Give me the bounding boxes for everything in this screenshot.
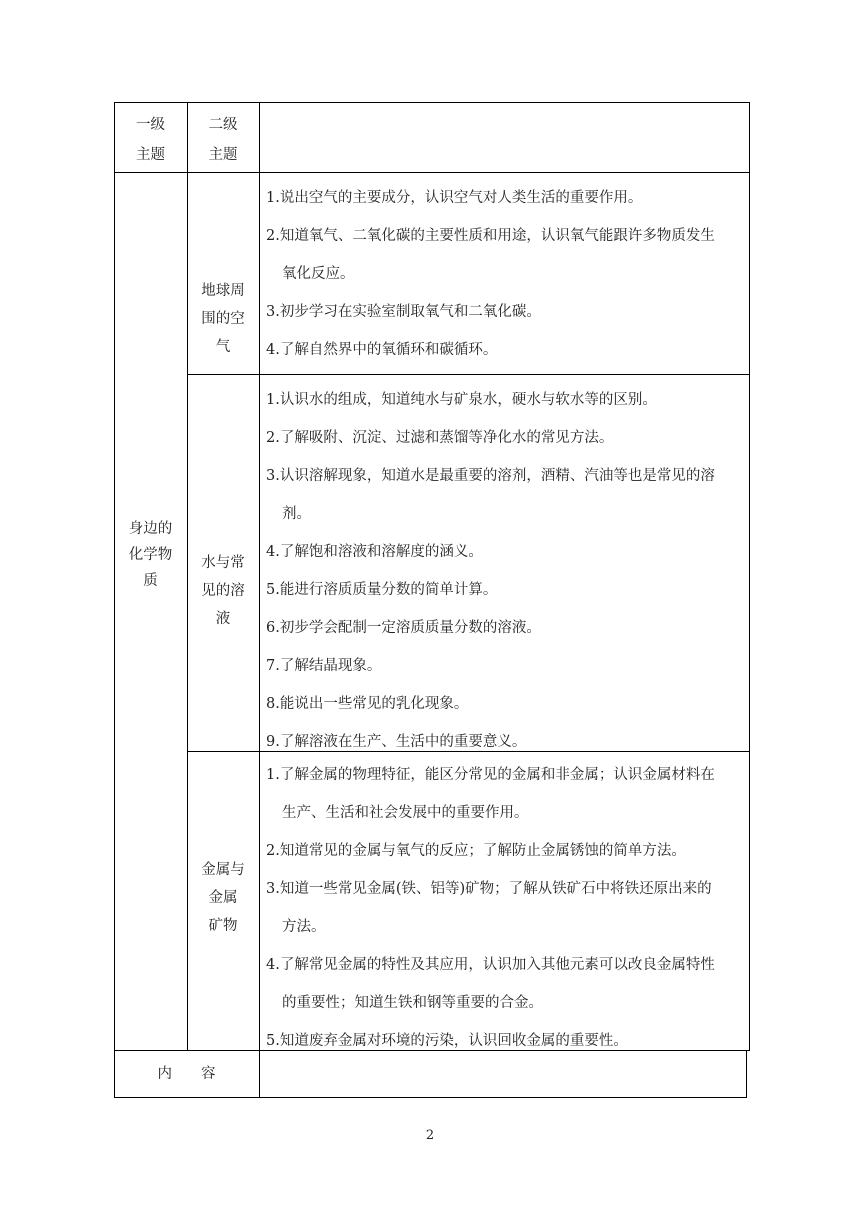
secondary-topic-metal-line1: 金属与 xyxy=(201,862,245,878)
item-line: 9.了解溶液在生产、生活中的重要意义。 xyxy=(266,734,527,750)
item-line-continued: 氧化反应。 xyxy=(282,266,355,282)
item-line: 2.知道氧气、二氧化碳的主要性质和用途，认识氧气能跟许多物质发生 xyxy=(266,228,715,244)
primary-topic-line3: 质 xyxy=(143,573,158,589)
list-item xyxy=(266,870,748,946)
list-item xyxy=(266,571,748,609)
list-item xyxy=(266,217,748,293)
list-item xyxy=(266,331,748,369)
list-item xyxy=(266,832,748,870)
item-line: 1.认识水的组成，知道纯水与矿泉水，硬水与软水等的区别。 xyxy=(266,392,657,408)
page-number: 2 xyxy=(425,1128,435,1143)
item-line-continued: 的重要性；知道生铁和钢等重要的合金。 xyxy=(282,995,543,1011)
header-col1 xyxy=(114,110,187,170)
item-line: 3.认识溶解现象，知道水是最重要的溶剂，酒精、汽油等也是常见的溶 xyxy=(266,468,715,484)
item-line: 1.说出空气的主要成分，认识空气对人类生活的重要作用。 xyxy=(266,190,643,206)
footer-label: 内 容 xyxy=(157,1066,216,1082)
list-item xyxy=(266,647,748,685)
item-line: 5.能进行溶质质量分数的简单计算。 xyxy=(266,582,498,598)
header-col1-line2: 主题 xyxy=(136,147,165,163)
header-col2-line1: 二级 xyxy=(208,117,238,133)
header-col2-line2: 主题 xyxy=(208,147,238,163)
secondary-topic-air xyxy=(187,277,259,361)
secondary-topic-water-line1: 水与常 xyxy=(201,555,245,571)
table-bottom-border xyxy=(114,1097,747,1098)
primary-topic-line1: 身边的 xyxy=(128,521,173,537)
list-item xyxy=(266,381,748,419)
item-line: 4.了解自然界中的氧循环和碳循环。 xyxy=(266,342,498,358)
item-line: 8.能说出一些常见的乳化现象。 xyxy=(266,696,469,712)
list-item xyxy=(266,533,748,571)
header-bottom-border xyxy=(114,172,750,173)
header-col2 xyxy=(187,110,259,170)
item-line-continued: 方法。 xyxy=(282,919,326,935)
item-line: 7.了解结晶现象。 xyxy=(266,658,382,674)
table-left-border xyxy=(114,102,115,1098)
list-item xyxy=(266,609,748,647)
secondary-topic-water-line3: 液 xyxy=(215,611,231,627)
item-line-continued: 剂。 xyxy=(282,506,311,522)
item-line: 5.知道废弃金属对环境的污染，认识回收金属的重要性。 xyxy=(266,1033,628,1049)
secondary-topic-water xyxy=(187,549,259,633)
item-line: 3.初步学习在实验室制取氧气和二氧化碳。 xyxy=(266,304,541,320)
secondary-topic-metal xyxy=(187,856,259,940)
item-line: 6.初步学会配制一定溶质质量分数的溶液。 xyxy=(266,620,541,636)
list-item xyxy=(266,419,748,457)
list-item xyxy=(266,685,748,723)
col2-right-border xyxy=(259,102,260,1098)
secondary-topic-metal-line2: 金属 xyxy=(208,890,238,906)
primary-topic-line2: 化学物 xyxy=(128,547,173,563)
air-items xyxy=(266,179,748,369)
primary-topic-cell xyxy=(114,516,187,594)
item-line: 2.知道常见的金属与氧气的反应；了解防止金属锈蚀的简单方法。 xyxy=(266,843,686,859)
table-top-border xyxy=(114,102,750,103)
list-item xyxy=(266,1022,748,1060)
section1-bottom-border xyxy=(187,374,750,375)
list-item xyxy=(266,457,748,533)
item-line-continued: 生产、生活和社会发展中的重要作用。 xyxy=(282,805,529,821)
secondary-topic-metal-line3: 矿物 xyxy=(208,918,238,934)
list-item xyxy=(266,179,748,217)
metal-items xyxy=(266,756,748,1060)
item-line: 3.知道一些常见金属(铁、铝等)矿物；了解从铁矿石中将铁还原出来的 xyxy=(266,881,712,897)
item-line: 4.了解常见金属的特性及其应用，认识加入其他元素可以改良金属特性 xyxy=(266,957,715,973)
secondary-topic-air-line3: 气 xyxy=(215,339,231,355)
secondary-topic-air-line2: 围的空 xyxy=(201,311,245,327)
item-line: 2.了解吸附、沉淀、过滤和蒸馏等净化水的常见方法。 xyxy=(266,430,614,446)
secondary-topic-air-line1: 地球周 xyxy=(201,283,245,299)
list-item xyxy=(266,293,748,331)
list-item xyxy=(266,946,748,1022)
table-right-border xyxy=(749,102,750,1051)
water-items xyxy=(266,381,748,761)
item-line: 4.了解饱和溶液和溶解度的涵义。 xyxy=(266,544,483,560)
list-item xyxy=(266,756,748,832)
secondary-topic-water-line2: 见的溶 xyxy=(201,583,245,599)
item-line: 1.了解金属的物理特征，能区分常见的金属和非金属；认识金属材料在 xyxy=(266,767,715,783)
header-col1-line1: 一级 xyxy=(136,117,165,133)
